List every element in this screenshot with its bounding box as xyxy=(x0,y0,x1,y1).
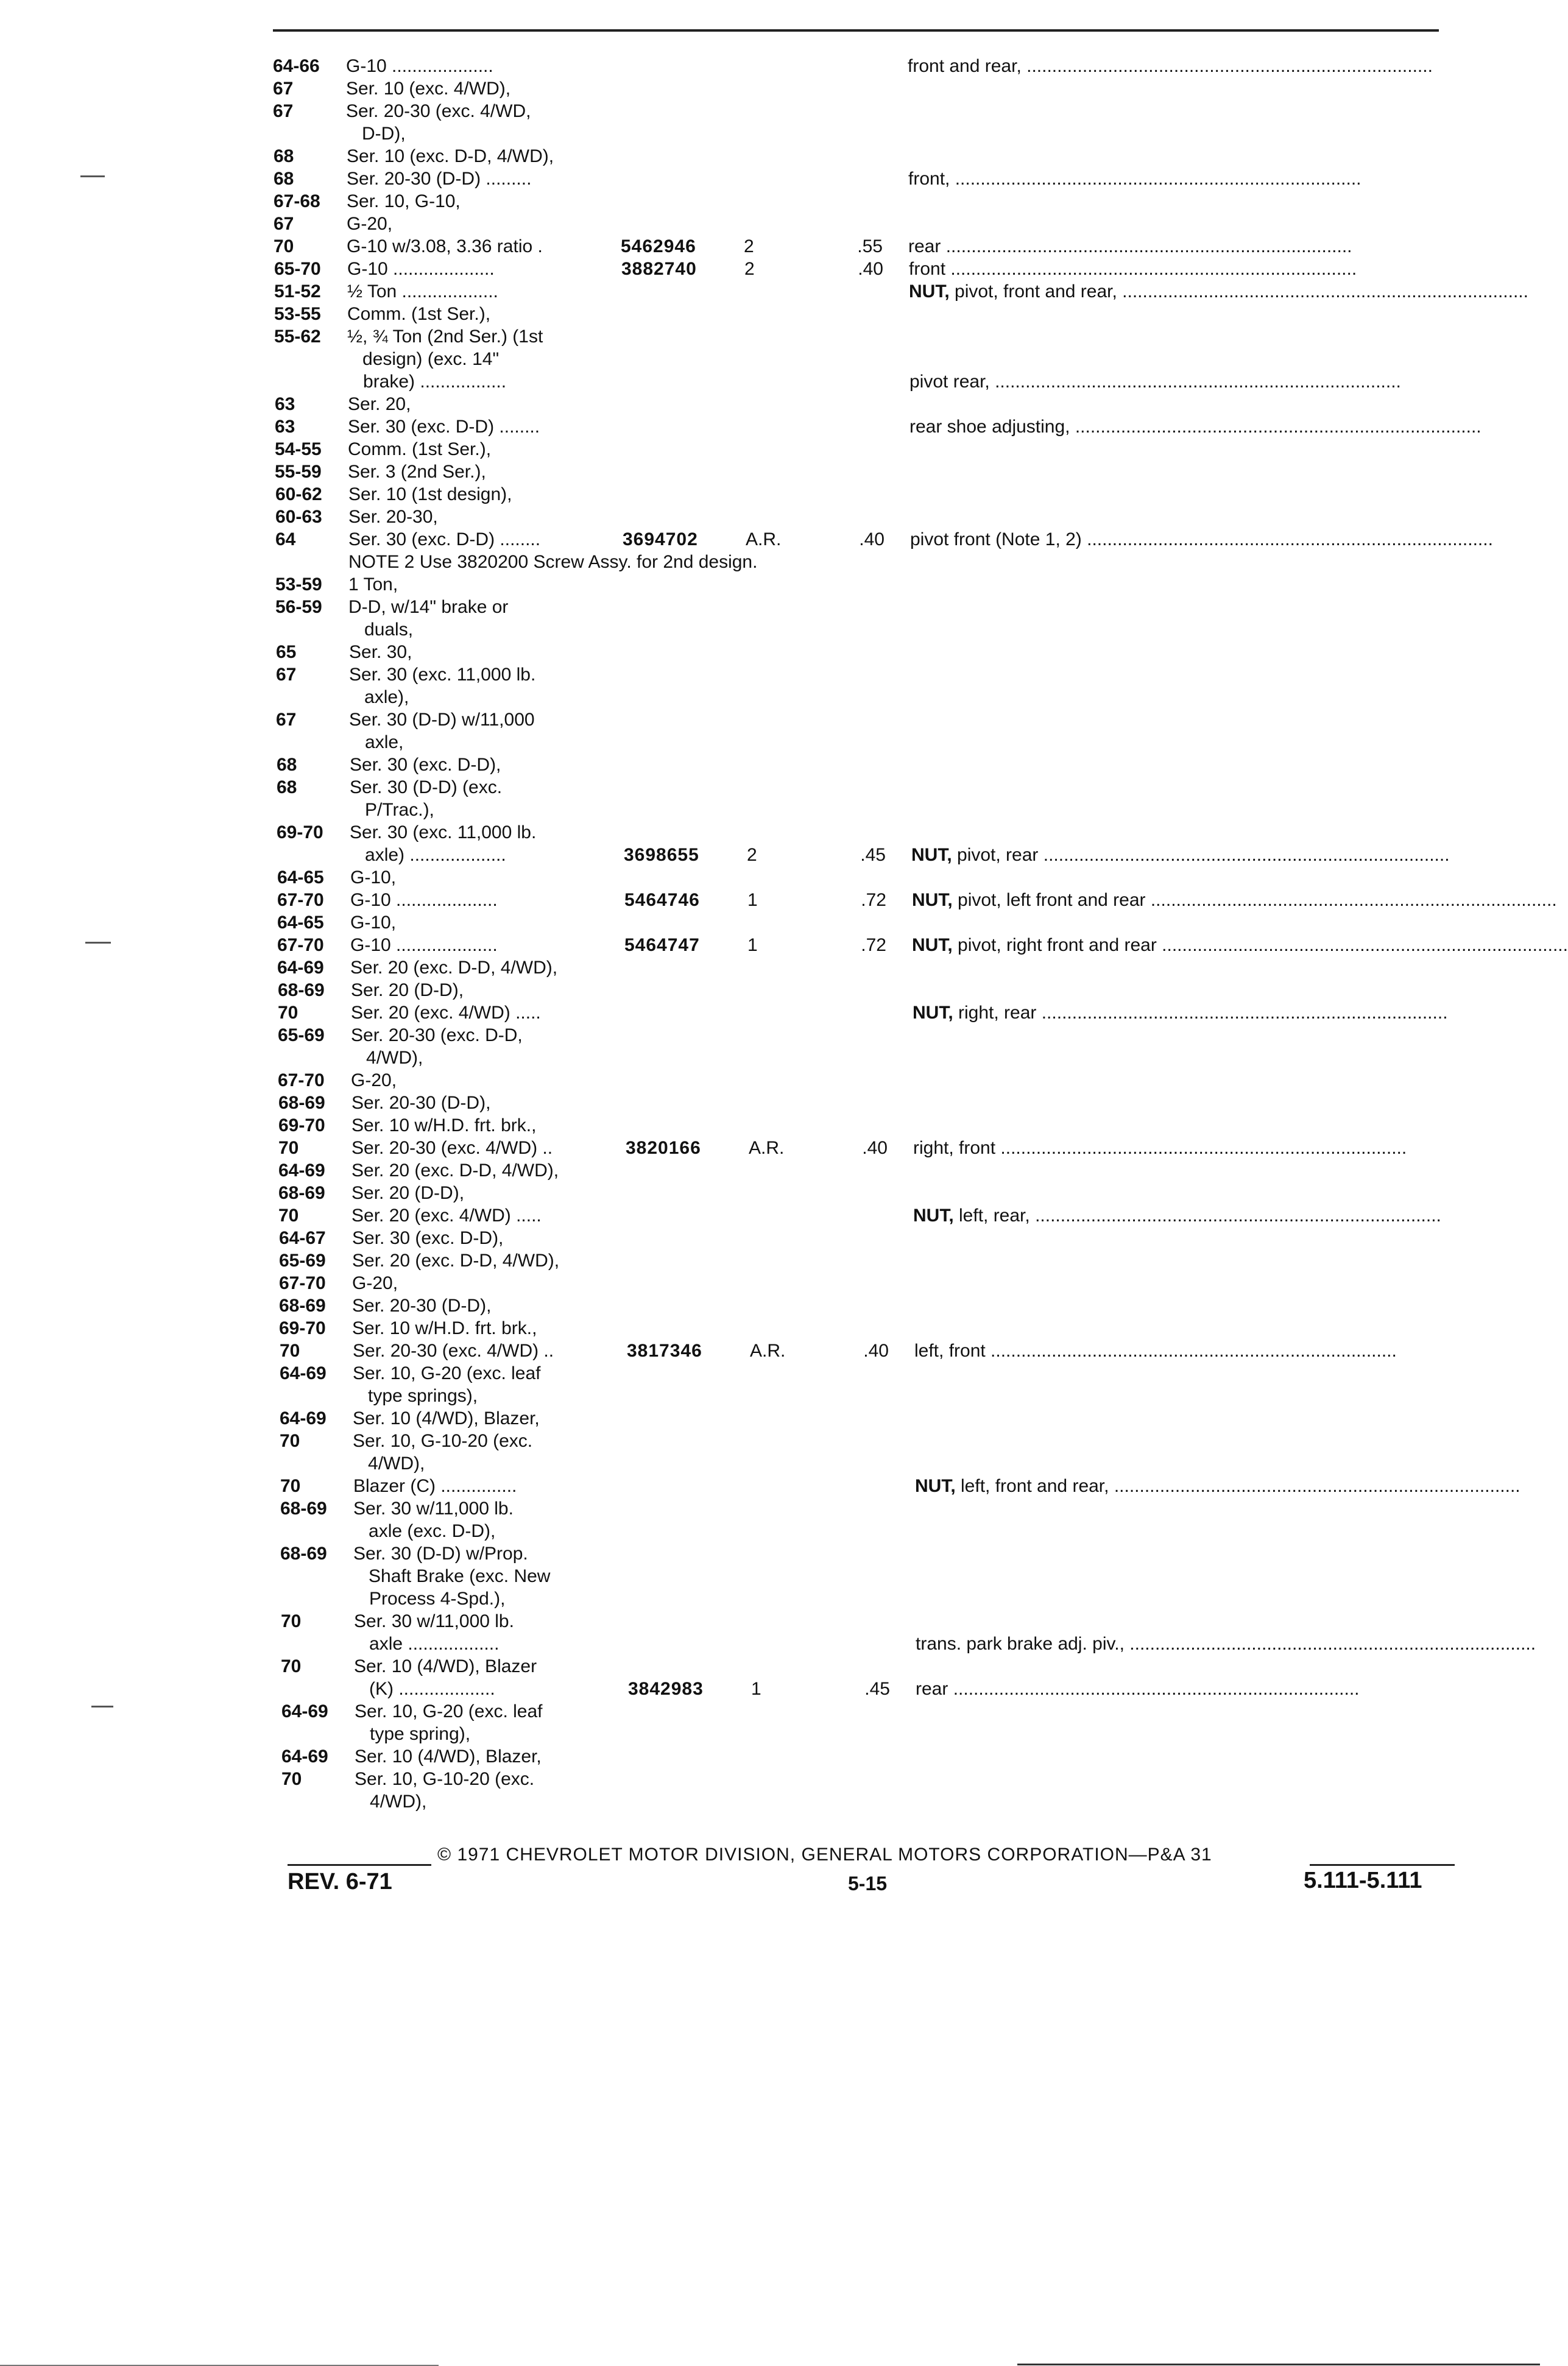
application-desc: Ser. 10 (4/WD), Blazer, xyxy=(353,1408,540,1428)
model-year: 56-59 xyxy=(275,597,322,617)
part-name xyxy=(915,1476,1520,1496)
model-year: 64-69 xyxy=(281,1746,328,1767)
model-year: 68 xyxy=(274,169,294,189)
margin-mark xyxy=(80,175,105,177)
part-number: 3817346 xyxy=(627,1341,702,1361)
part-name xyxy=(913,1207,1439,1225)
part-name-text: rear xyxy=(908,236,941,256)
price: .55 xyxy=(857,236,883,256)
part-name xyxy=(908,170,1439,188)
part-name xyxy=(908,238,1439,256)
application-desc: G-10 .................... xyxy=(350,935,498,955)
part-name-text: trans. park brake adj. piv., xyxy=(916,1634,1125,1654)
application-desc: Ser. 20 (exc. D-D, 4/WD), xyxy=(351,1160,559,1181)
quantity: A.R. xyxy=(746,529,782,549)
application-desc: Ser. 10, G-10, xyxy=(347,191,461,211)
application-desc: G-10 w/3.08, 3.36 ratio . xyxy=(347,236,543,256)
model-year: 68 xyxy=(277,777,297,797)
price: .40 xyxy=(863,1341,889,1361)
price: .40 xyxy=(862,1138,888,1158)
application-desc: Ser. 20-30 (D-D) ......... xyxy=(347,169,532,189)
application-desc: Ser. 10 w/H.D. frt. brk., xyxy=(352,1318,537,1338)
price: .72 xyxy=(861,935,886,955)
model-year: 63 xyxy=(275,417,295,437)
price: .45 xyxy=(864,1679,890,1699)
model-year: 67-70 xyxy=(277,890,324,910)
leader-dots: ................................................................................ xyxy=(1109,1476,1520,1496)
application-desc: axle), xyxy=(349,687,409,707)
application-desc: Ser. 3 (2nd Ser.), xyxy=(348,462,486,482)
application-desc: design) (exc. 14" xyxy=(347,349,500,369)
application-desc: Comm. (1st Ser.), xyxy=(347,304,491,324)
application-desc: ½ Ton ................... xyxy=(347,281,498,302)
model-year: 60-62 xyxy=(275,484,322,504)
model-year: 70 xyxy=(278,1138,299,1158)
application-desc: D-D, w/14" brake or xyxy=(348,597,509,617)
model-year: 64-67 xyxy=(279,1228,326,1248)
model-year: 70 xyxy=(281,1611,302,1631)
application-desc: Ser. 20 (exc. 4/WD) ..... xyxy=(351,1003,541,1023)
application-desc: Ser. 30 (exc. 11,000 lb. xyxy=(349,665,536,685)
model-year: 69-70 xyxy=(279,1318,326,1338)
application-desc: Ser. 10 w/H.D. frt. brk., xyxy=(351,1115,537,1135)
model-year: 51-52 xyxy=(274,281,321,302)
application-desc: Ser. 30 (exc. D-D), xyxy=(350,755,501,775)
model-year: 69-70 xyxy=(278,1115,325,1135)
model-year: 63 xyxy=(275,394,295,414)
application-desc: Ser. 10 (1st design), xyxy=(348,484,512,504)
quantity: A.R. xyxy=(749,1138,785,1158)
footer-rule-left xyxy=(288,1864,431,1866)
leader-dots: ................................................................................ xyxy=(1156,935,1568,955)
application-desc: Ser. 10, G-10-20 (exc. xyxy=(353,1431,533,1451)
application-desc: Ser. 20-30 (exc. D-D, xyxy=(351,1025,523,1045)
application-desc: G-20, xyxy=(347,214,393,234)
model-year: 70 xyxy=(278,1003,298,1023)
model-year: 65-70 xyxy=(274,259,321,279)
leader-dots: ................................................................................ xyxy=(948,1679,1360,1699)
application-desc: P/Trac.), xyxy=(350,800,434,820)
model-year: 55-59 xyxy=(275,462,322,482)
application-desc: Ser. 20-30 (exc. 4/WD, xyxy=(346,101,531,121)
application-desc: G-10 .................... xyxy=(346,56,493,76)
application-desc: NOTE 2 Use 3820200 Screw Assy. for 2nd design. xyxy=(348,552,758,572)
margin-mark xyxy=(91,1706,113,1707)
application-desc: Ser. 30 (exc. 11,000 lb. xyxy=(350,822,537,842)
model-year: 64-65 xyxy=(277,867,324,888)
model-year: 64-69 xyxy=(277,958,324,978)
model-year: 70 xyxy=(281,1656,302,1676)
application-desc: 4/WD), xyxy=(351,1048,423,1068)
quantity: 1 xyxy=(751,1679,761,1699)
price: .45 xyxy=(860,845,886,865)
part-name-text: pivot front (Note 1, 2) xyxy=(910,529,1082,549)
application-desc: Ser. 20 (exc. D-D, 4/WD), xyxy=(350,958,558,978)
application-desc: type springs), xyxy=(353,1386,478,1406)
model-year: 67 xyxy=(273,101,294,121)
part-name-text: pivot, right front and rear xyxy=(952,935,1157,955)
model-year: 68 xyxy=(274,146,294,166)
model-year: 60-63 xyxy=(275,507,322,527)
leader-dots: ................................................................................ xyxy=(1038,845,1450,865)
application-desc: Ser. 20-30 (exc. 4/WD) .. xyxy=(353,1341,554,1361)
part-name-keyword: NUT, xyxy=(912,935,953,955)
application-desc: Ser. 20-30, xyxy=(348,507,438,527)
model-year: 67 xyxy=(273,79,294,99)
model-year: 67 xyxy=(276,665,297,685)
part-name-keyword: NUT, xyxy=(909,281,950,302)
model-year: 69-70 xyxy=(277,822,323,842)
application-desc: Ser. 20-30 (D-D), xyxy=(352,1296,492,1316)
price: .40 xyxy=(858,259,883,279)
model-year: 68-69 xyxy=(278,980,325,1000)
application-desc: Ser. 10, G-20 (exc. leaf xyxy=(353,1363,541,1383)
part-name-text: front and rear, xyxy=(908,56,1022,76)
model-year: 64-69 xyxy=(280,1363,327,1383)
application-desc: Ser. 30 w/11,000 lb. xyxy=(353,1499,514,1519)
part-name-text: rear shoe adjusting, xyxy=(909,417,1070,437)
application-desc: G-20, xyxy=(351,1070,397,1090)
model-year: 65 xyxy=(276,642,297,662)
leader-dots: ................................................................................ xyxy=(1145,890,1557,910)
model-year: 70 xyxy=(274,236,294,256)
part-name-text: pivot, front and rear, xyxy=(949,281,1117,302)
application-desc: G-10 .................... xyxy=(350,890,498,910)
model-year: 64-69 xyxy=(281,1701,328,1722)
part-name xyxy=(916,1634,1536,1654)
part-name xyxy=(913,1003,1448,1023)
model-year: 70 xyxy=(278,1206,299,1226)
leader-dots: ................................................................................ xyxy=(1081,529,1493,549)
part-name-text: left, front xyxy=(914,1341,986,1361)
application-desc: axle) ................... xyxy=(350,845,506,865)
model-year: 64-65 xyxy=(277,913,324,933)
leader-dots: ................................................................................ xyxy=(1117,281,1528,302)
footer-rule-right xyxy=(1310,1864,1455,1866)
model-year: 53-59 xyxy=(275,574,322,595)
application-desc: Shaft Brake (exc. New xyxy=(353,1566,551,1586)
leader-dots: ................................................................................ xyxy=(1124,1634,1536,1654)
application-desc: Ser. 10, G-10-20 (exc. xyxy=(355,1769,535,1789)
revision-label: REV. 6-71 xyxy=(288,1869,392,1895)
application-desc: axle, xyxy=(350,732,404,752)
application-desc: Ser. 20-30 (D-D), xyxy=(351,1093,491,1113)
application-desc: Comm. (1st Ser.), xyxy=(348,439,492,459)
model-year: 54-55 xyxy=(275,439,322,459)
application-desc: 4/WD), xyxy=(355,1792,427,1812)
application-desc: Blazer (C) ............... xyxy=(353,1476,517,1496)
application-desc: (K) ................... xyxy=(354,1679,495,1699)
part-number: 5462946 xyxy=(621,236,696,256)
application-desc: Ser. 30 (exc. D-D) ........ xyxy=(348,417,540,437)
application-desc: brake) ................. xyxy=(348,372,507,392)
part-name xyxy=(910,529,1493,549)
leader-dots: ................................................................................ xyxy=(950,169,1361,189)
application-desc: Ser. 20 (D-D), xyxy=(351,1183,465,1203)
part-number: 5464747 xyxy=(624,935,700,955)
application-desc: Ser. 30, xyxy=(349,642,412,662)
model-year: 67 xyxy=(276,710,297,730)
quantity: A.R. xyxy=(750,1341,786,1361)
price: .72 xyxy=(861,890,886,910)
leader-dots: ................................................................................ xyxy=(1021,56,1433,76)
model-year: 65-69 xyxy=(279,1251,326,1271)
model-year: 64-69 xyxy=(278,1160,325,1181)
application-desc: Ser. 10 (4/WD), Blazer xyxy=(354,1656,537,1676)
model-year: 67-70 xyxy=(277,935,324,955)
model-year: 65-69 xyxy=(278,1025,325,1045)
application-desc: 4/WD), xyxy=(353,1453,425,1474)
model-year: 70 xyxy=(280,1431,300,1451)
leader-dots: ................................................................................ xyxy=(1070,417,1481,437)
part-name-text: pivot, left front and rear xyxy=(952,890,1146,910)
application-desc: Ser. 20-30 (exc. 4/WD) .. xyxy=(351,1138,553,1158)
model-year: 70 xyxy=(280,1476,301,1496)
leader-dots: ................................................................................ xyxy=(995,1138,1407,1158)
model-year: 70 xyxy=(281,1769,302,1789)
part-name-text: right, rear xyxy=(953,1003,1037,1023)
part-name xyxy=(912,935,1568,955)
application-desc: Ser. 10, G-20 (exc. leaf xyxy=(355,1701,543,1722)
leader-dots: ................................................................................ xyxy=(945,259,1357,279)
part-number: 3842983 xyxy=(628,1679,704,1699)
application-desc: Ser. 30 (exc. D-D), xyxy=(352,1228,504,1248)
part-name-text: right, front xyxy=(913,1138,996,1158)
application-desc: G-20, xyxy=(352,1273,398,1293)
quantity: 1 xyxy=(747,890,758,910)
quantity: 1 xyxy=(747,935,758,955)
model-year: 68-69 xyxy=(280,1499,327,1519)
part-name-keyword: NUT, xyxy=(913,1206,954,1226)
part-number: 3698655 xyxy=(624,845,699,865)
part-name xyxy=(909,281,1528,302)
application-desc: Ser. 10 (exc. 4/WD), xyxy=(346,79,511,99)
leader-dots: ................................................................................ xyxy=(985,1341,1397,1361)
part-name xyxy=(916,1680,1439,1698)
leader-dots: ................................................................................ xyxy=(941,236,1352,256)
part-name xyxy=(912,890,1557,910)
application-desc: Ser. 30 (D-D) (exc. xyxy=(350,777,503,797)
price: .40 xyxy=(859,529,885,549)
quantity: 2 xyxy=(744,236,754,256)
application-desc: G-10, xyxy=(350,913,397,933)
application-desc: Ser. 20, xyxy=(348,394,411,414)
model-year: 53-55 xyxy=(274,304,321,324)
application-desc: G-10, xyxy=(350,867,397,888)
part-name xyxy=(909,260,1439,278)
quantity: 2 xyxy=(747,845,757,865)
application-desc: Ser. 30 (D-D) w/Prop. xyxy=(353,1544,528,1564)
part-number: 3694702 xyxy=(623,529,698,549)
part-name-text: front, xyxy=(908,169,950,189)
part-name-text: pivot, rear xyxy=(952,845,1039,865)
part-name xyxy=(909,417,1481,437)
model-year: 68-69 xyxy=(278,1093,325,1113)
model-year: 55-62 xyxy=(274,327,321,347)
application-desc: Ser. 20 (exc. D-D, 4/WD), xyxy=(352,1251,560,1271)
application-desc: G-10 .................... xyxy=(347,259,495,279)
model-year: 67 xyxy=(274,214,294,234)
leader-dots: ................................................................................ xyxy=(1029,1206,1441,1226)
application-desc: Ser. 30 (exc. D-D) ........ xyxy=(348,529,541,549)
application-desc: Ser. 20 (D-D), xyxy=(351,980,464,1000)
part-name-keyword: NUT, xyxy=(915,1476,956,1496)
margin-mark xyxy=(85,942,111,944)
model-year: 68-69 xyxy=(278,1183,325,1203)
model-year: 67-70 xyxy=(278,1070,325,1090)
leader-dots: ................................................................................ xyxy=(1036,1003,1448,1023)
application-desc: Ser. 30 (D-D) w/11,000 xyxy=(349,710,535,730)
part-name-text: pivot rear, xyxy=(909,372,990,392)
part-name-keyword: NUT, xyxy=(911,845,952,865)
part-name-text: front xyxy=(909,259,946,279)
bottom-rule-right xyxy=(1017,2364,1540,2365)
part-name xyxy=(908,57,1439,76)
part-name-text: left, front and rear, xyxy=(955,1476,1109,1496)
copyright-notice: © 1971 CHEVROLET MOTOR DIVISION, GENERAL MOTORS CORPORATION—P&A 31 xyxy=(437,1845,1212,1865)
page-number: 5-15 xyxy=(848,1873,888,1895)
top-rule xyxy=(273,29,1439,32)
application-desc: 1 Ton, xyxy=(348,574,398,595)
application-desc: ½, ¾ Ton (2nd Ser.) (1st xyxy=(347,327,543,347)
part-number: 3820166 xyxy=(626,1138,701,1158)
application-desc: axle .................. xyxy=(354,1634,500,1654)
application-desc: Ser. 10 (exc. D-D, 4/WD), xyxy=(347,146,554,166)
application-desc: Process 4-Spd.), xyxy=(354,1589,506,1609)
application-desc: duals, xyxy=(349,620,414,640)
part-number: 3882740 xyxy=(621,259,697,279)
application-desc: Ser. 30 w/11,000 lb. xyxy=(354,1611,514,1631)
part-name-text: left, rear, xyxy=(953,1206,1030,1226)
part-name-text: rear xyxy=(916,1679,948,1699)
part-name-keyword: NUT, xyxy=(913,1003,953,1023)
model-year: 68-69 xyxy=(279,1296,326,1316)
model-year: 70 xyxy=(280,1341,300,1361)
leader-dots: ................................................................................ xyxy=(989,372,1401,392)
model-year: 64-66 xyxy=(273,56,320,76)
model-year: 67-68 xyxy=(274,191,320,211)
model-year: 67-70 xyxy=(279,1273,326,1293)
model-year: 68-69 xyxy=(280,1544,327,1564)
model-year: 64 xyxy=(275,529,296,549)
part-name-keyword: NUT, xyxy=(912,890,953,910)
application-desc: Ser. 20 (exc. 4/WD) ..... xyxy=(351,1206,542,1226)
part-name xyxy=(913,1139,1439,1157)
part-name xyxy=(909,373,1439,391)
application-desc: Ser. 10 (4/WD), Blazer, xyxy=(355,1746,542,1767)
section-number: 5.111-5.111 xyxy=(1304,1868,1422,1893)
quantity: 2 xyxy=(744,259,755,279)
application-desc: D-D), xyxy=(347,124,406,144)
model-year: 68 xyxy=(277,755,297,775)
part-number: 5464746 xyxy=(624,890,700,910)
part-name xyxy=(911,845,1450,865)
model-year: 64-69 xyxy=(280,1408,327,1428)
part-name xyxy=(914,1342,1439,1360)
application-desc: axle (exc. D-D), xyxy=(353,1521,496,1541)
application-desc: type spring), xyxy=(355,1724,471,1744)
